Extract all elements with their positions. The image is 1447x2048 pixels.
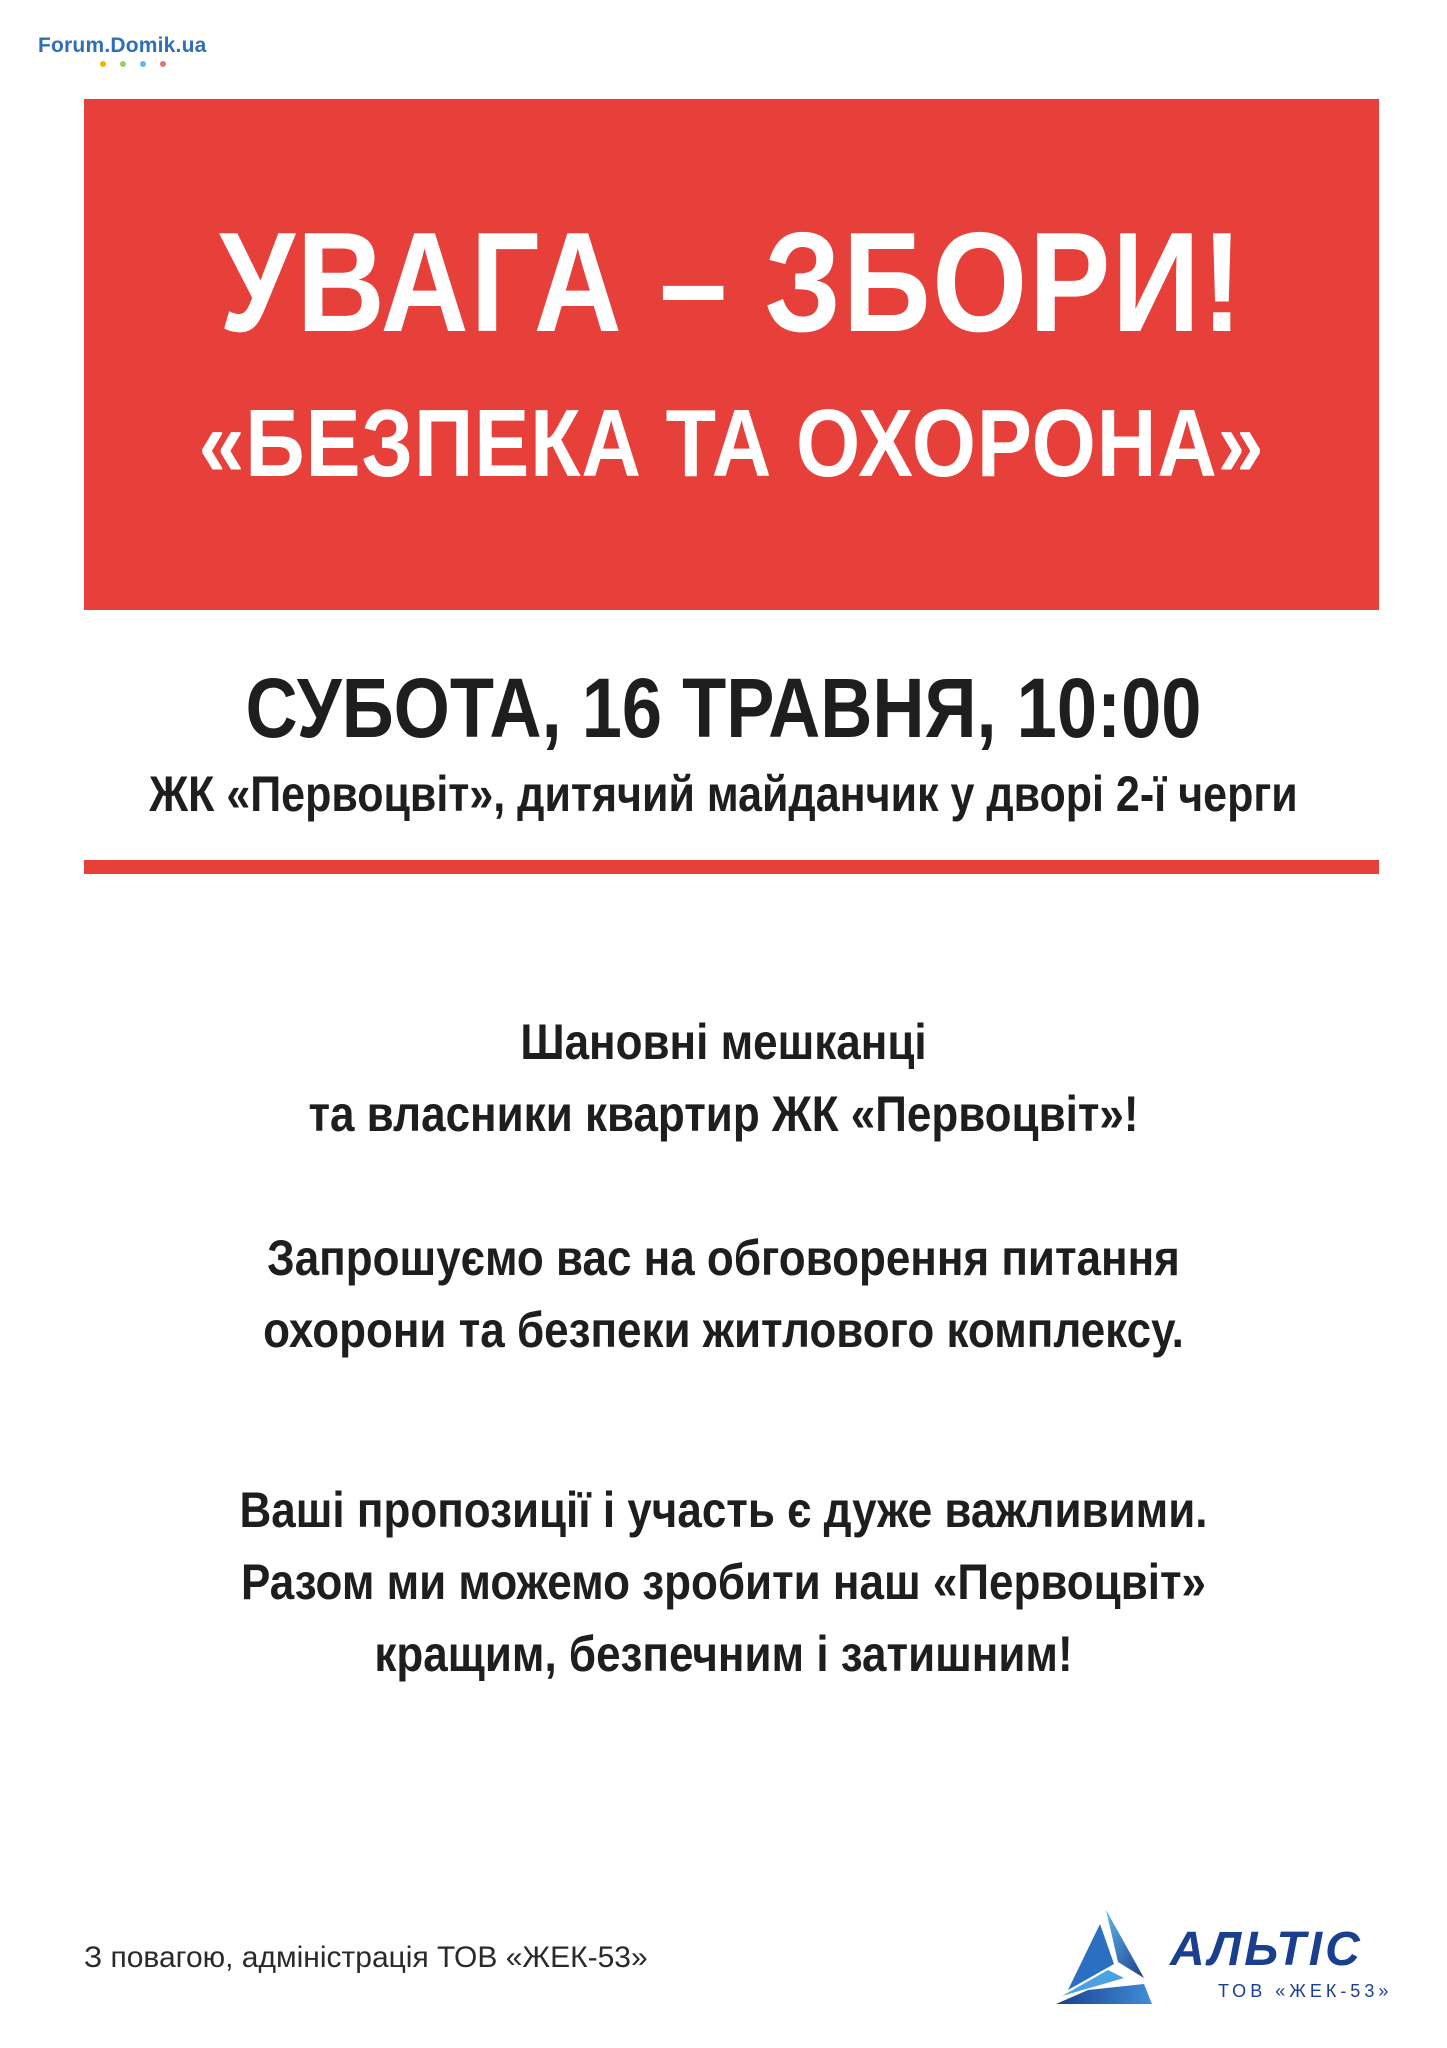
closing-line: Разом ми можемо зробити наш «Первоцвіт»: [240, 1554, 1207, 1610]
greeting-block: [87, 1006, 1360, 1150]
logo-subtitle: ТОВ «ЖЕК-53»: [1218, 1981, 1393, 2001]
company-logo: [1048, 1904, 1393, 2014]
closing-line: кращим, безпечним і затишним!: [374, 1626, 1073, 1682]
invitation-line: охорони та безпеки житлового комплексу.: [263, 1302, 1184, 1358]
altis-triangle-logo-icon: [1048, 1904, 1158, 2010]
banner-headline: УВАГА – ЗБОРИ!: [218, 203, 1245, 362]
logo-name: АЛЬТІС: [1170, 1923, 1363, 1976]
event-place: ЖК «Первоцвіт», дитячий майданчик у дворі 2-ї черги: [149, 766, 1298, 822]
closing-block: [87, 1474, 1360, 1690]
watermark-dot: [140, 61, 146, 67]
watermark-dot: [160, 61, 166, 67]
red-banner: [84, 99, 1379, 610]
signature-text: З повагою, адміністрація ТОВ «ЖЕК-53»: [84, 1941, 648, 1974]
watermark-dot: [120, 61, 126, 67]
greeting-line: та власники квартир ЖК «Первоцвіт»!: [308, 1086, 1139, 1142]
red-divider: [84, 860, 1379, 874]
watermark-dot: [100, 61, 106, 67]
invitation-line: Запрошуємо вас на обговорення питання: [267, 1230, 1180, 1286]
watermark-dots: [100, 61, 166, 67]
invitation-block: [87, 1222, 1360, 1366]
event-datetime: СУБОТА, 16 ТРАВНЯ, 10:00: [245, 661, 1202, 755]
greeting-line: Шановні мешканці: [520, 1014, 927, 1070]
closing-line: Ваші пропозиції і участь є дуже важливими.: [239, 1482, 1208, 1538]
watermark-text: Forum.Domik.ua: [38, 34, 207, 57]
banner-subheadline: «БЕЗПЕКА ТА ОХОРОНА»: [198, 390, 1265, 497]
